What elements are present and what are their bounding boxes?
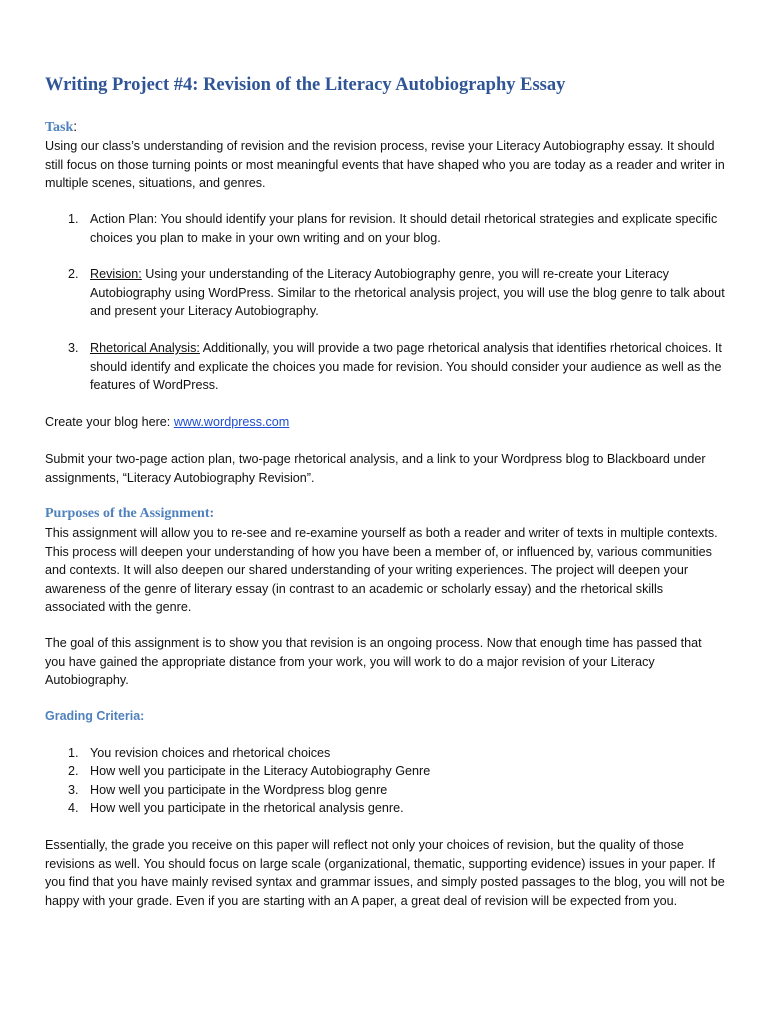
blog-line: [45, 413, 725, 432]
list-item-text: Additionally, you will provide a two page rhetorical analysis that identifies rhetorical choices. It should identify and explicate the choices you made for revision. You should consider your audience as well as the features of WordPress.: [90, 341, 722, 392]
list-item-text: Using your understanding of the Literacy Autobiography genre, you will re-create your Literacy Autobiography using WordPress. Similar to the rhetorical analysis project, you will use the blog genre to talk about and present your Literacy Autobiography.: [90, 267, 725, 318]
wordpress-link[interactable]: www.wordpress.com: [173, 415, 290, 429]
purposes-paragraph-2: The goal of this assignment is to show you that revision is an ongoing process. Now that enough time has passed that you have gained the appropriate distance from your work, you will work to do a major revision of your Literacy Autobiography.: [45, 636, 702, 687]
list-item-number: 1.: [68, 746, 79, 760]
list-item-number: 2.: [68, 267, 79, 281]
list-item-label: Rhetorical Analysis:: [90, 341, 200, 355]
purposes-heading: Purposes of the Assignment:: [45, 506, 215, 521]
list-item-text: How well you participate in the rhetorical analysis genre.: [90, 801, 404, 815]
list-item-text: How well you participate in the Wordpress blog genre: [90, 783, 388, 797]
purposes-paragraph-1: This assignment will allow you to re-see and re-examine yourself as both a reader and writer of texts in multiple contexts. This process will deepen your understanding of how you have been a member of, or influenced by, various communities and contexts. It will also deepen our shared understanding of your writing experiences. The project will deepen your awareness of the genre of literary essay (in contrast to an academic or scholarly essay) and the rhetorical skills associated with the genre.: [45, 526, 718, 614]
list-item-number: 3.: [68, 341, 79, 355]
grading-closing: Essentially, the grade you receive on this paper will reflect not only your choices of revision, but the quality of those revisions as well. You should focus on large scale (organizational, thematic, supporting evidence) issues in your paper. If you find that you have mainly revised syntax and grammar issues, and simply posted passages to the blog, you will not be happy with your grade. Even if you are starting with an A paper, a great deal of revision will be expected from you.: [45, 838, 725, 908]
page-title: Writing Project #4: Revision of the Literacy Autobiography Essay: [45, 75, 566, 95]
list-item: [45, 799, 404, 817]
task-heading-colon: :: [73, 118, 78, 134]
list-item-text: You revision choices and rhetorical choices: [90, 746, 331, 760]
list-item-label: Revision:: [90, 267, 142, 281]
list-item: [45, 339, 725, 395]
task-heading: [45, 118, 77, 136]
list-item: [45, 762, 430, 780]
list-item-text: How well you participate in the Literacy Autobiography Genre: [90, 764, 431, 778]
grading-heading: Grading Criteria:: [45, 709, 145, 723]
blog-prefix: Create your blog here:: [45, 415, 174, 429]
list-item-number: 4.: [68, 801, 79, 815]
list-item: [45, 744, 330, 762]
list-item: [45, 210, 725, 247]
list-item-number: 3.: [68, 783, 79, 797]
list-item-number: 1.: [68, 212, 79, 226]
task-intro: Using our class’s understanding of revision and the revision process, revise your Literacy Autobiography essay. It should still focus on those turning points or most meaningful events that have shaped who you are today as a reader and writer in multiple scenes, situations, and genres.: [45, 139, 725, 190]
list-item-text: Action Plan: You should identify your plans for revision. It should detail rhetorical strategies and explicate specific choices you plan to make in your own writing and on your blog.: [90, 212, 718, 245]
list-item: [45, 265, 725, 321]
list-item: [45, 781, 387, 799]
submit-instructions: Submit your two-page action plan, two-page rhetorical analysis, and a link to your Wordpress blog to Blackboard under assignments, “Literacy Autobiography Revision”.: [45, 452, 706, 485]
list-item-number: 2.: [68, 764, 79, 778]
task-heading-label: Task: [45, 120, 74, 135]
